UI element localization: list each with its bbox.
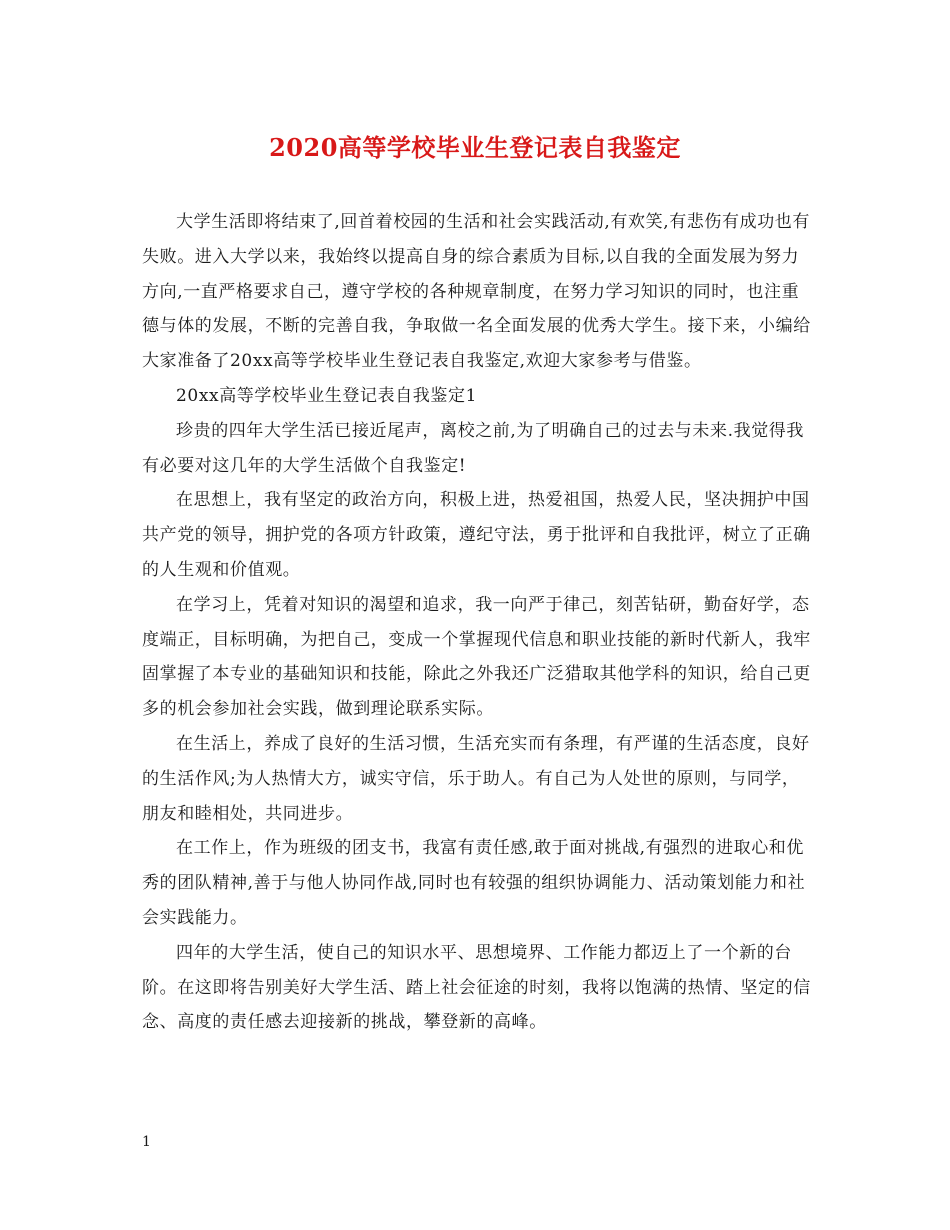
paragraph-work: 在工作上，作为班级的团支书，我富有责任感,敢于面对挑战,有强烈的进取心和优秀的团队精神,善于与他人协同作战,同时也有较强的组织协调能力、活动策划能力和社会实践能力。 xyxy=(142,838,806,928)
paragraph-thought: 在思想上，我有坚定的政治方向，积极上进，热爱祖国，热爱人民，坚决拥护中国共产党的领导，拥护党的各项方针政策，遵纪守法，勇于批评和自我批评，树立了正确的人生观和价值观。 xyxy=(142,490,811,580)
page-number: 1 xyxy=(142,1134,151,1150)
document-title: 2020高等学校毕业生登记表自我鉴定 xyxy=(269,133,681,162)
paragraph-life: 在生活上，养成了良好的生活习惯，生活充实而有条理，有严谨的生活态度，良好的生活作风;为人热情大方，诚实守信，乐于助人。有自己为人处世的原则，与同学，朋友和睦相处，共同进步。 xyxy=(142,733,810,824)
section-heading: 20xx高等学校毕业生登记表自我鉴定1 xyxy=(176,385,478,406)
paragraph-opening: 珍贵的四年大学生活已接近尾声，离校之前,为了明确自己的过去与未来.我觉得我有必要对这几年的大学生活做个自我鉴定! xyxy=(142,420,805,476)
paragraph-intro: 大学生活即将结束了,回首着校园的生活和社会实践活动,有欢笑,有悲伤有成功也有失败。进入大学以来，我始终以提高自身的综合素质为目标,以自我的全面发展为努力方向,一直严格要求自己，遵守学校的各种规章制度，在努力学习知识的同时，也注重德与体的发展，不断的完善自我，争取做一名全面发展的优秀大学生。接下来，小编给大家准备了20xx高等学校毕业生登记表自我鉴定,欢迎大家参考与借鉴。 xyxy=(142,212,811,372)
paragraph-conclusion: 四年的大学生活，使自己的知识水平、思想境界、工作能力都迈上了一个新的台阶。在这即将告别美好大学生活、踏上社会征途的时刻，我将以饱满的热情、坚定的信念、高度的责任感去迎接新的挑战，攀登新的高峰。 xyxy=(142,942,811,1033)
paragraph-study: 在学习上，凭着对知识的渴望和追求，我一向严于律己，刻苦钻研，勤奋好学，态度端正，目标明确，为把自己，变成一个掌握现代信息和职业技能的新时代新人，我牢固掌握了本专业的基础知识和技能，除此之外我还广泛猎取其他学科的知识，给自己更多的机会参加社会实践，做到理论联系实际。 xyxy=(142,594,811,720)
document-body xyxy=(142,205,812,1040)
